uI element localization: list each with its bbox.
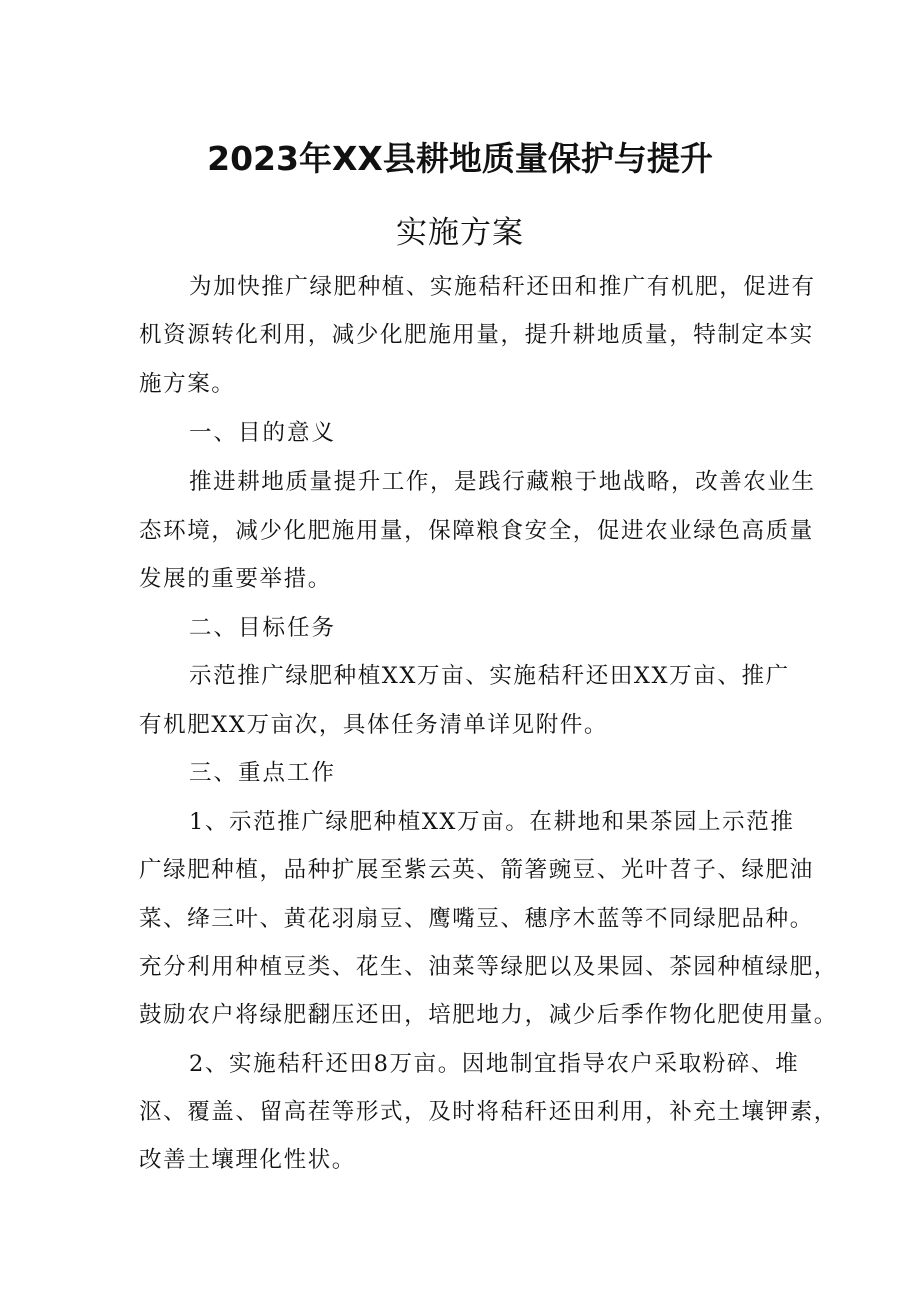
- section-3-item-1-line-5: 鼓励农户将绿肥翻压还田，培肥地力，减少后季作物化肥使用量。: [139, 1002, 838, 1028]
- section-3-item-1-line-4: 充分利用种植豆类、花生、油菜等绿肥以及果园、茶园种植绿肥，: [139, 954, 838, 980]
- section-1-line-3: 发展的重要举措。: [139, 566, 332, 592]
- section-1-line-2: 态环境，减少化肥施用量，保障粮食安全，促进农业绿色高质量: [139, 518, 814, 544]
- section-2-line-1: 示范推广绿肥种植XX万亩、实施秸秆还田XX万亩、推广: [189, 663, 790, 689]
- section-3-item-1-line-2: 广绿肥种植，品种扩展至紫云英、箭箸豌豆、光叶苕子、绿肥油: [139, 857, 814, 883]
- document-title-line-1: 2023年XX县耕地质量保护与提升: [207, 139, 713, 178]
- section-3-item-2-line-2: 沤、覆盖、留高茬等形式，及时将秸秆还田利用，补充土壤钾素，: [139, 1099, 838, 1125]
- intro-line-2: 机资源转化利用，减少化肥施用量，提升耕地质量，特制定本实: [139, 322, 814, 348]
- section-2-line-2: 有机肥XX万亩次，具体任务清单详见附件。: [139, 712, 609, 738]
- section-3-item-2-line-1: 2、实施秸秆还田8万亩。因地制宜指导农户采取粉碎、堆: [189, 1051, 800, 1077]
- document-title-line-2: 实施方案: [396, 215, 524, 251]
- section-3-item-1-line-3: 菜、绛三叶、黄花羽扇豆、鹰嘴豆、穗序木蓝等不同绿肥品种。: [139, 906, 814, 932]
- section-2-heading: 二、目标任务: [189, 615, 337, 641]
- section-1-line-1: 推进耕地质量提升工作，是践行藏粮于地战略，改善农业生: [189, 469, 816, 495]
- intro-line-1: 为加快推广绿肥种植、实施秸秆还田和推广有机肥，促进有: [189, 274, 816, 300]
- section-3-item-2-line-3: 改善土壤理化性状。: [139, 1147, 356, 1173]
- section-1-heading: 一、目的意义: [189, 420, 337, 446]
- section-3-item-1-line-1: 1、示范推广绿肥种植XX万亩。在耕地和果茶园上示范推: [189, 809, 795, 835]
- section-3-heading: 三、重点工作: [189, 760, 337, 786]
- intro-line-3: 施方案。: [139, 371, 236, 397]
